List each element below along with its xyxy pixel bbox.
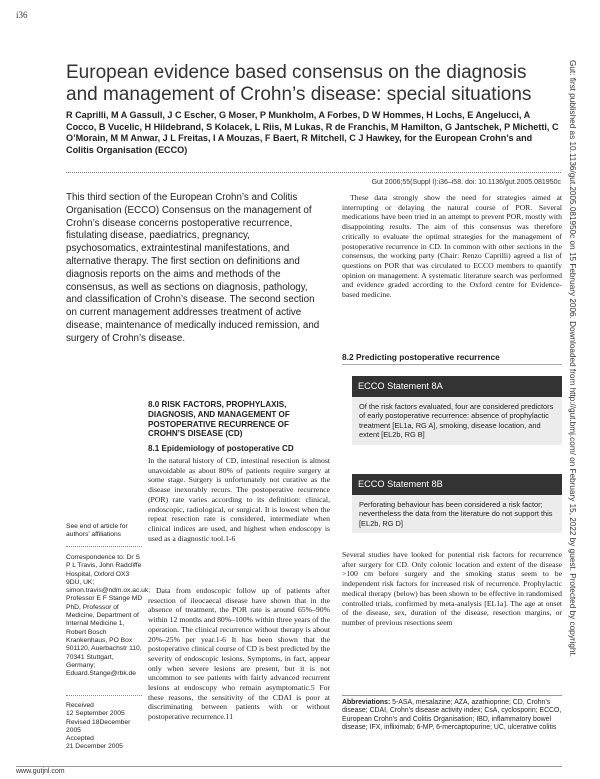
abstract: This third section of the European Crohn’s and Colitis Organisation (ECCO) Consensus on the management of Crohn’s disease concerns postoperative recurrence, fistulating disease, paediatrics, pregnancy, psychosomatics, extraintestinal manifestations, and alternative therapy. The first section on definitions and diagnosis reports on the aims and methods of the consensus, as well as sections on diagnosis, pathology, and classification of Crohn’s disease. The second section on current management addresses treatment of active disease, maintenance of medically induced remission, and surgery of Crohn’s disease. xyxy=(66,192,320,344)
side-notice-text: Gut: first published as 10.1136/gut.2005.081950c on 15 February 2006. Downloaded from http://gut.bmj.com/ on February 15, 2022 by guest. Protected by copyright. xyxy=(568,60,577,657)
middle-paragraph-2: Data from endoscopic follow up of patients after resection of ileocaecal disease have shown that in the absence of treatment, the POR rate is around 65%–90% within 12 months and 80%–100% within three years of the operation. The clinical recurrence without therapy is about 20%–25% per year.1-6 It has been shown that the postoperative clinical course of CD is best predicted by the severity of endoscopic lesions. Symptoms, in fact, appear only when severe lesions are present, but it is not uncommon to see patients with fairly advanced recurrent lesions at endoscopy who remain asymptomatic.5 For these reasons, the sensitivity of the CDAI is poor at discriminating between patients with or without postoperative recurrence.11 xyxy=(148,586,330,722)
right-main-paragraph: Several studies have looked for potential risk factors for recurrence after surgery for CD. Only colonic location and extent of the disease >100 cm before surgery and the smoking status seem to be independent risk factors for increased risk of recurrence. Prophylactic medical therapy (below) has been shown to be effective in randomised controlled trials, confirmed by meta-analysis [EL1a]. The age at onset of the disease, sex, duration of the disease, resection margins, or number of previous resections seem xyxy=(342,550,562,627)
abbreviations xyxy=(342,699,562,732)
statement-8a-heading: ECCO Statement 8A xyxy=(352,376,562,397)
statement-8a-box xyxy=(352,376,562,445)
statement-8b-box xyxy=(352,474,562,533)
abbreviations-divider xyxy=(342,695,562,696)
abbreviations-text: 5-ASA, mesalazine; AZA, azathioprine; CD, Crohn’s disease; CDAI, Crohn’s disease activity index; CsA, cyclosporin; ECCO, European Crohn’s and Colitis Organisation; IBD, inflammatory bowel disease; IFX, infliximab; 6-MP, 6-mercaptopurine; UC, ulcerative colitis xyxy=(342,699,562,731)
section-8-2-heading: 8.2 Predicting postoperative recurrence xyxy=(342,352,500,362)
statement-8b-text: Perforating behaviour has been considered a risk factor; nevertheless the data from the literature do not support this [EL2b, RG D] xyxy=(352,495,562,533)
sidebar-divider xyxy=(66,695,142,696)
submission-dates xyxy=(66,702,144,752)
revised-date: Revised 18December 2005 xyxy=(66,718,131,734)
abbreviations-label: Abbreviations: xyxy=(342,699,391,706)
citation-line: Gut 2006;55(Suppl I):i36–i58. doi: 10.1136/gut.2005.081950c xyxy=(371,179,561,186)
right-intro-paragraph: These data strongly show the need for strategies aimed at interrupting or delaying the natural course of POR. Several medications have been tried in an attempt to prevent POR, mostly with disappointing results. The aim of this consensus was therefore critically to evaluate the optimal strategies for the management of postoperative recurrence in CD. In common with other sections in the consensus, the working party (Chair: Renzo Caprilli) agreed a list of questions on POR that was circulated to ECCO members to quantify opinion on management. A systematic literature search was performed and evidence graded according to the Oxford centre for Evidence-based medicine. xyxy=(342,193,562,300)
footer-divider xyxy=(16,766,562,767)
article-title: European evidence based consensus on the diagnosis and management of Crohn’s disease: special situations xyxy=(66,62,532,105)
author-list: R Caprilli, M A Gassull, J C Escher, G Moser, P Munkholm, A Forbes, D W Hommes, H Lochs, E Angelucci, A Cocco, B Vucelic, H Hildebrand, S Kolacek, L Riis, M Lukas, R de Franchis, M Hamilton, G Jantschek, P Michetti, C O’Morain, M M Anwar, J L Freitas, I A Mouzas, F Baert, R Mitchell, C J Hawkey, for the European Crohn’s and Colitis Organisation (ECCO) xyxy=(66,110,559,155)
received-date: 12 September 2005 xyxy=(66,710,125,718)
section-divider xyxy=(342,364,562,365)
sidebar-divider xyxy=(66,546,142,547)
header-divider xyxy=(66,172,561,173)
correspondence-block: Correspondence to: Dr S P L Travis, John Radcliffe Hospital, Oxford OX3 9DU, UK; simon.travis@ndm.ox.ac.uk; Professor E F Stange MD PhD, Professor of Medicine, Department of Internal Medicine 1, Robert Bosch Krankenhaus, PO Box 501120, Auerbachstr 110, 70341 Stuttgart, Germany; Eduard.Stange@rbk.de xyxy=(66,554,151,678)
statement-8b-heading: ECCO Statement 8B xyxy=(352,474,562,495)
section-8-1-heading: 8.1 Epidemiology of postoperative CD xyxy=(148,444,294,453)
middle-paragraph-1: In the natural history of CD, intestinal resection is almost unavoidable as about 80% of patients require surgery at some stage. Surgery is unfortunately not curative as the disease inexorably recurs. The postoperative recurrence (POR) rate varies according to its definition: clinical, endoscopic, radiological, or surgical. It is lowest when the repeat resection rate is considered, intermediate when clinical indices are used, and highest when endoscopy is used as a diagnostic tool.1-6 xyxy=(148,456,330,543)
side-download-notice xyxy=(568,60,586,750)
received-label: Received xyxy=(66,702,94,709)
footer-url: www.gutjnl.com xyxy=(16,768,65,775)
section-8-0-heading: 8.0 RISK FACTORS, PROPHYLAXIS, DIAGNOSIS, AND MANAGEMENT OF POSTOPERATIVE RECURRENCE OF CROHN’S DISEASE (CD) xyxy=(148,400,290,439)
see-end-note: See end of article for authors’ affiliations xyxy=(66,523,128,539)
page-number: i36 xyxy=(16,10,28,20)
accepted-label: Accepted xyxy=(66,735,94,743)
statement-8a-text: Of the risk factors evaluated, four are considered predictors of early postoperative recurrence: absence of prophylactic treatment [EL1a, RG A], smoking, disease location, and extent [EL2b, RG B] xyxy=(352,397,562,445)
accepted-date: 21 December 2005 xyxy=(66,743,123,751)
